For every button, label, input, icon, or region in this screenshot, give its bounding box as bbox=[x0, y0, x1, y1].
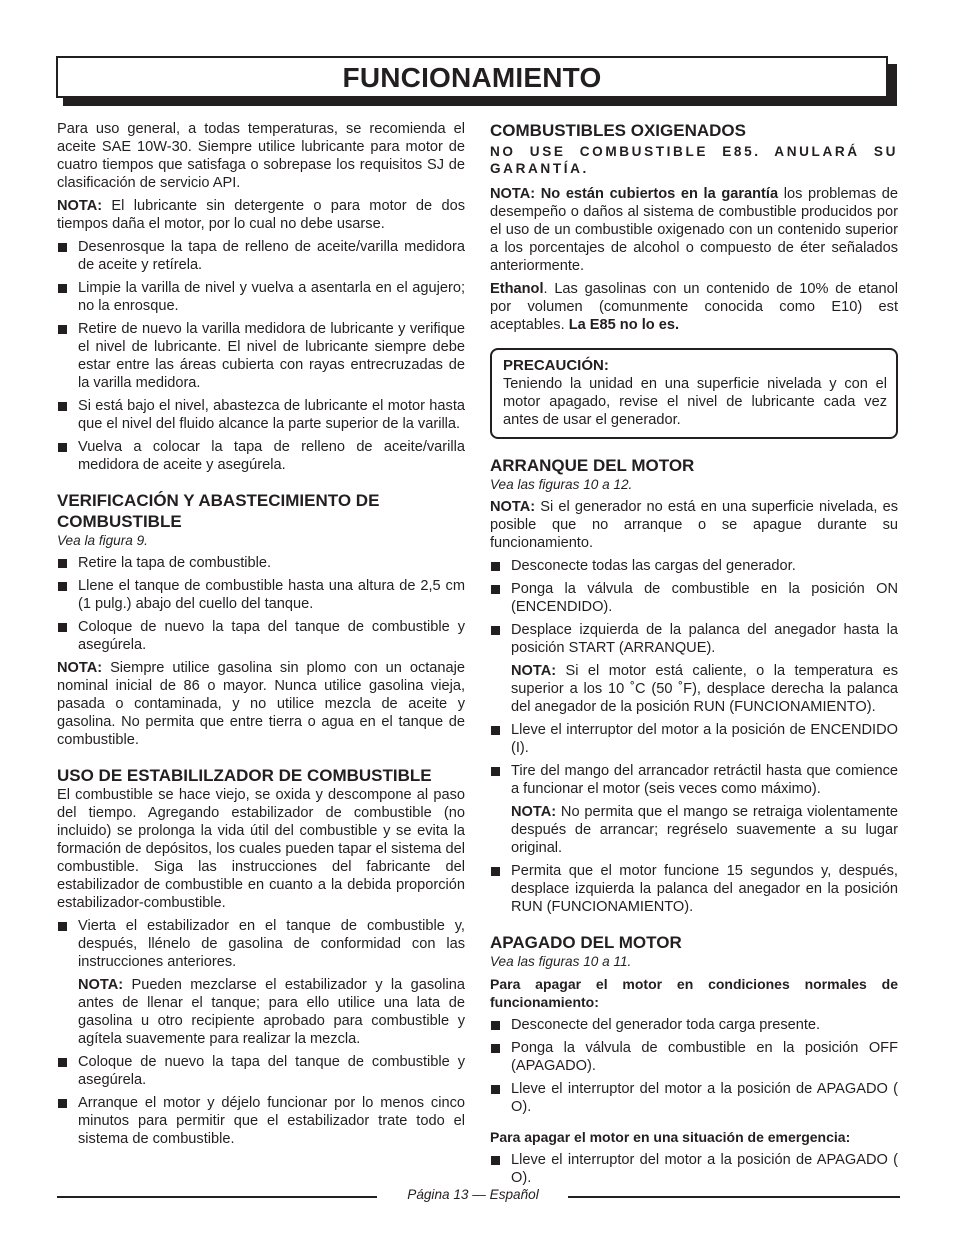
list-item bbox=[57, 554, 465, 572]
page-title: FUNCIONAMIENTO bbox=[342, 62, 602, 93]
list-item bbox=[490, 1151, 898, 1187]
stop-emergency-list bbox=[490, 1151, 898, 1187]
list-item bbox=[57, 1094, 465, 1148]
ethanol-bold: La E85 no lo es. bbox=[568, 317, 680, 333]
note-label: NOTA: bbox=[57, 198, 103, 214]
note-label: NOTA: bbox=[490, 499, 536, 515]
note-text: Si el generador no está en una superficie nivelada, es posible que no arranque o se apague durante su funcionamiento. bbox=[490, 499, 898, 551]
list-item bbox=[57, 279, 465, 315]
fuel-figure-ref: Vea la figura 9. bbox=[57, 533, 148, 548]
bullet-icon bbox=[491, 562, 500, 571]
stabilizer-steps-list-2 bbox=[57, 1053, 465, 1148]
bullet-icon bbox=[58, 559, 67, 568]
bullet-icon bbox=[58, 922, 67, 931]
list-item-text: Desenrosque la tapa de relleno de aceite/varilla medidora de aceite y retírela. bbox=[78, 239, 465, 273]
stabilizer-heading: USO DE ESTABILILZADOR DE COMBUSTIBLE bbox=[57, 766, 432, 785]
list-item-text: Limpie la varilla de nivel y vuelva a asentarla en el agujero; no la enrosque. bbox=[78, 280, 465, 314]
ethanol-text: . Las gasolinas con un contenido de 10% de etanol por volumen (comunmente conocida como E10) est aceptables. bbox=[490, 281, 898, 333]
start-note bbox=[490, 498, 898, 552]
start-heading: ARRANQUE DEL MOTOR bbox=[490, 456, 695, 475]
title-banner bbox=[56, 56, 888, 98]
bullet-icon bbox=[491, 726, 500, 735]
start-steps-list bbox=[490, 557, 898, 657]
bullet-icon bbox=[491, 585, 500, 594]
list-item bbox=[57, 438, 465, 474]
list-item-text: Retire de nuevo la varilla medidora de lubricante y verifique el nivel de lubricante. El nivel de lubricante siempre debe estar entre las áreas cubierta con rayas entrecruzadas de la varilla medidora. bbox=[78, 321, 465, 391]
stabilizer-note bbox=[57, 976, 465, 1048]
ethanol-paragraph bbox=[490, 280, 898, 334]
caution-box bbox=[490, 348, 898, 439]
list-item-text: Lleve el interruptor del motor a la posición de APAGADO ( O). bbox=[511, 1152, 898, 1186]
note-label: NOTA: bbox=[78, 977, 124, 993]
list-item-text: Desplace izquierda de la palanca del anegador hasta la posición START (ARRANQUE). bbox=[511, 622, 898, 656]
oil-intro: Para uso general, a todas temperaturas, se recomienda el aceite SAE 10W-30. Siempre utilice lubricante para motor de cuatro tiempos que satisfaga o sobrepase los requisitos SJ de clasificación de servicio API. bbox=[57, 121, 465, 191]
list-item-text: Desconecte del generador toda carga presente. bbox=[511, 1017, 821, 1033]
bullet-icon bbox=[491, 767, 500, 776]
note-label: NOTA: bbox=[511, 804, 557, 820]
oxygenated-note bbox=[490, 185, 898, 275]
bullet-icon bbox=[58, 443, 67, 452]
bullet-icon bbox=[58, 1099, 67, 1108]
bullet-icon bbox=[491, 867, 500, 876]
note-label: NOTA: bbox=[511, 663, 557, 679]
list-item bbox=[490, 762, 898, 798]
bullet-icon bbox=[58, 284, 67, 293]
oil-steps-list bbox=[57, 238, 465, 474]
list-item-text: Desconecte todas las cargas del generador. bbox=[511, 558, 796, 574]
list-item-text: Tire del mango del arrancador retráctil hasta que comience a funcionar el motor (seis veces como máximo). bbox=[511, 763, 898, 797]
note-text: No permita que el mango se retraiga violentamente después de arrancar; regréselo suavemente a su lugar original. bbox=[511, 804, 898, 856]
list-item bbox=[57, 320, 465, 392]
list-item-text: Vuelva a colocar la tapa de relleno de aceite/varilla medidora de aceite y asegúrela. bbox=[78, 439, 465, 473]
stop-figure-ref: Vea las figuras 10 a 11. bbox=[490, 954, 632, 969]
start-figure-ref: Vea las figuras 10 a 12. bbox=[490, 477, 633, 492]
list-item bbox=[490, 557, 898, 575]
bullet-icon bbox=[491, 1085, 500, 1094]
fuel-note bbox=[57, 659, 465, 749]
note-label: NOTA: bbox=[57, 660, 103, 676]
list-item bbox=[490, 1080, 898, 1116]
note-text: los problemas de desempeño o daños al sistema de combustible producidos por el uso de un combustible oxigenado con un contenido superior a los porcentajes de alcohol o compuesto de éter señalados anteriormente. bbox=[490, 186, 898, 274]
list-item bbox=[57, 397, 465, 433]
list-item-text: Coloque de nuevo la tapa del tanque de combustible y asegúrela. bbox=[78, 619, 465, 653]
stop-heading: APAGADO DEL MOTOR bbox=[490, 933, 682, 952]
bullet-icon bbox=[58, 582, 67, 591]
list-item bbox=[490, 862, 898, 916]
list-item bbox=[57, 917, 465, 971]
footer-rule-right bbox=[568, 1196, 900, 1198]
bullet-icon bbox=[491, 1156, 500, 1165]
left-column bbox=[57, 120, 465, 1153]
stop-steps-list bbox=[490, 1016, 898, 1116]
list-item-text: Arranque el motor y déjelo funcionar por lo menos cinco minutos para permitir que el estabilizador trate todo el sistema de combustible. bbox=[78, 1095, 465, 1147]
bullet-icon bbox=[58, 402, 67, 411]
list-item-text: Vierta el estabilizador en el tanque de combustible y, después, llénelo de gasolina de conformidad con las instrucciones anteriores. bbox=[78, 918, 465, 970]
list-item-text: Lleve el interruptor del motor a la posición de ENCENDIDO (I). bbox=[511, 722, 898, 756]
list-item-text: Llene el tanque de combustible hasta una altura de 2,5 cm (1 pulg.) abajo del cuello del tanque. bbox=[78, 578, 465, 612]
note-text: Si el motor está caliente, o la temperatura es superior a los 10 ˚C (50 ˚F), desplace derecha la palanca del anegador de la posición RUN (FUNCIONAMIENTO). bbox=[511, 663, 898, 715]
bullet-icon bbox=[58, 623, 67, 632]
stabilizer-intro: El combustible se hace viejo, se oxida y descompone al paso del tiempo. Agregando estabilizador de combustible (no incluido) se prolonga la vida útil del combustible y se evita la formación de depósitos, los cuales pueden tapar el sistema del combustible. Siga las instrucciones del fabricante del estabilizador de combustible en cuanto a la debida proporción estabilizador-combustible. bbox=[57, 787, 465, 911]
note-text: Pueden mezclarse el estabilizador y la gasolina antes de llenar el tanque; para ello utilice una lata de gasolina u otro recipiente aprobado para combustible y agítela suavemente para realizar la mezcla. bbox=[78, 977, 465, 1047]
list-item bbox=[490, 621, 898, 657]
list-item-text: Retire la tapa de combustible. bbox=[78, 555, 272, 571]
start-subnote-2 bbox=[490, 803, 898, 857]
ethanol-label: Ethanol bbox=[490, 281, 544, 297]
right-column bbox=[490, 120, 898, 1192]
footer-rule-left bbox=[57, 1196, 377, 1198]
bullet-icon bbox=[491, 1021, 500, 1030]
bullet-icon bbox=[58, 325, 67, 334]
list-item bbox=[57, 1053, 465, 1089]
list-item bbox=[57, 238, 465, 274]
note-label: NOTA: No están cubiertos en la garantía bbox=[490, 186, 779, 202]
caution-text: Teniendo la unidad en una superficie nivelada y con el motor apagado, revise el nivel de lubricante cada vez antes de usar el generador. bbox=[503, 376, 887, 428]
page-footer: Página 13 — Español bbox=[407, 1187, 539, 1202]
list-item bbox=[490, 721, 898, 757]
fuel-steps-list bbox=[57, 554, 465, 654]
list-item-text: Coloque de nuevo la tapa del tanque de combustible y asegúrela. bbox=[78, 1054, 465, 1088]
list-item-text: Permita que el motor funcione 15 segundos y, después, desplace izquierda la palanca del anegador en la posición RUN (FUNCIONAMIENTO). bbox=[511, 863, 898, 915]
start-steps-list-3 bbox=[490, 862, 898, 916]
list-item bbox=[57, 577, 465, 613]
oil-note bbox=[57, 197, 465, 233]
bullet-icon bbox=[491, 626, 500, 635]
list-item bbox=[490, 1039, 898, 1075]
stop-normal-subhead: Para apagar el motor en condiciones normales de funcionamiento: bbox=[490, 976, 898, 1010]
note-text: El lubricante sin detergente o para motor de dos tiempos daña el motor, por lo cual no debe usarse. bbox=[57, 198, 465, 232]
list-item-text: Si está bajo el nivel, abastezca de lubricante el motor hasta que el nivel del fluido alcance la parte superior de la varilla. bbox=[78, 398, 465, 432]
start-steps-list-2 bbox=[490, 721, 898, 798]
bullet-icon bbox=[58, 1058, 67, 1067]
list-item-text: Ponga la válvula de combustible en la posición ON (ENCENDIDO). bbox=[511, 581, 898, 615]
caution-title: PRECAUCIÓN: bbox=[503, 357, 609, 374]
bullet-icon bbox=[491, 1044, 500, 1053]
fuel-heading: VERIFICACIÓN Y ABASTECIMIENTO DE COMBUSTIBLE bbox=[57, 491, 380, 531]
list-item bbox=[490, 1016, 898, 1034]
e85-warning: NO USE COMBUSTIBLE E85. ANULARÁ SU GARANTÍA. bbox=[490, 144, 898, 176]
list-item-text: Ponga la válvula de combustible en la posición OFF (APAGADO). bbox=[511, 1040, 898, 1074]
stop-emergency-subhead: Para apagar el motor en una situación de emergencia: bbox=[490, 1129, 851, 1145]
bullet-icon bbox=[58, 243, 67, 252]
list-item bbox=[57, 618, 465, 654]
note-text: Siempre utilice gasolina sin plomo con un octanaje nominal inicial de 86 o mayor. Nunca utilice gasolina vieja, pasada o contaminada, y no utilice mezcla de aceite y gasolina. No permita que entre tierra o agua en el tanque de combustible. bbox=[57, 660, 465, 748]
list-item bbox=[490, 580, 898, 616]
stabilizer-steps-list bbox=[57, 917, 465, 971]
oxygenated-heading: COMBUSTIBLES OXIGENADOS bbox=[490, 121, 746, 140]
list-item-text: Lleve el interruptor del motor a la posición de APAGADO ( O). bbox=[511, 1081, 898, 1115]
start-subnote-1 bbox=[490, 662, 898, 716]
